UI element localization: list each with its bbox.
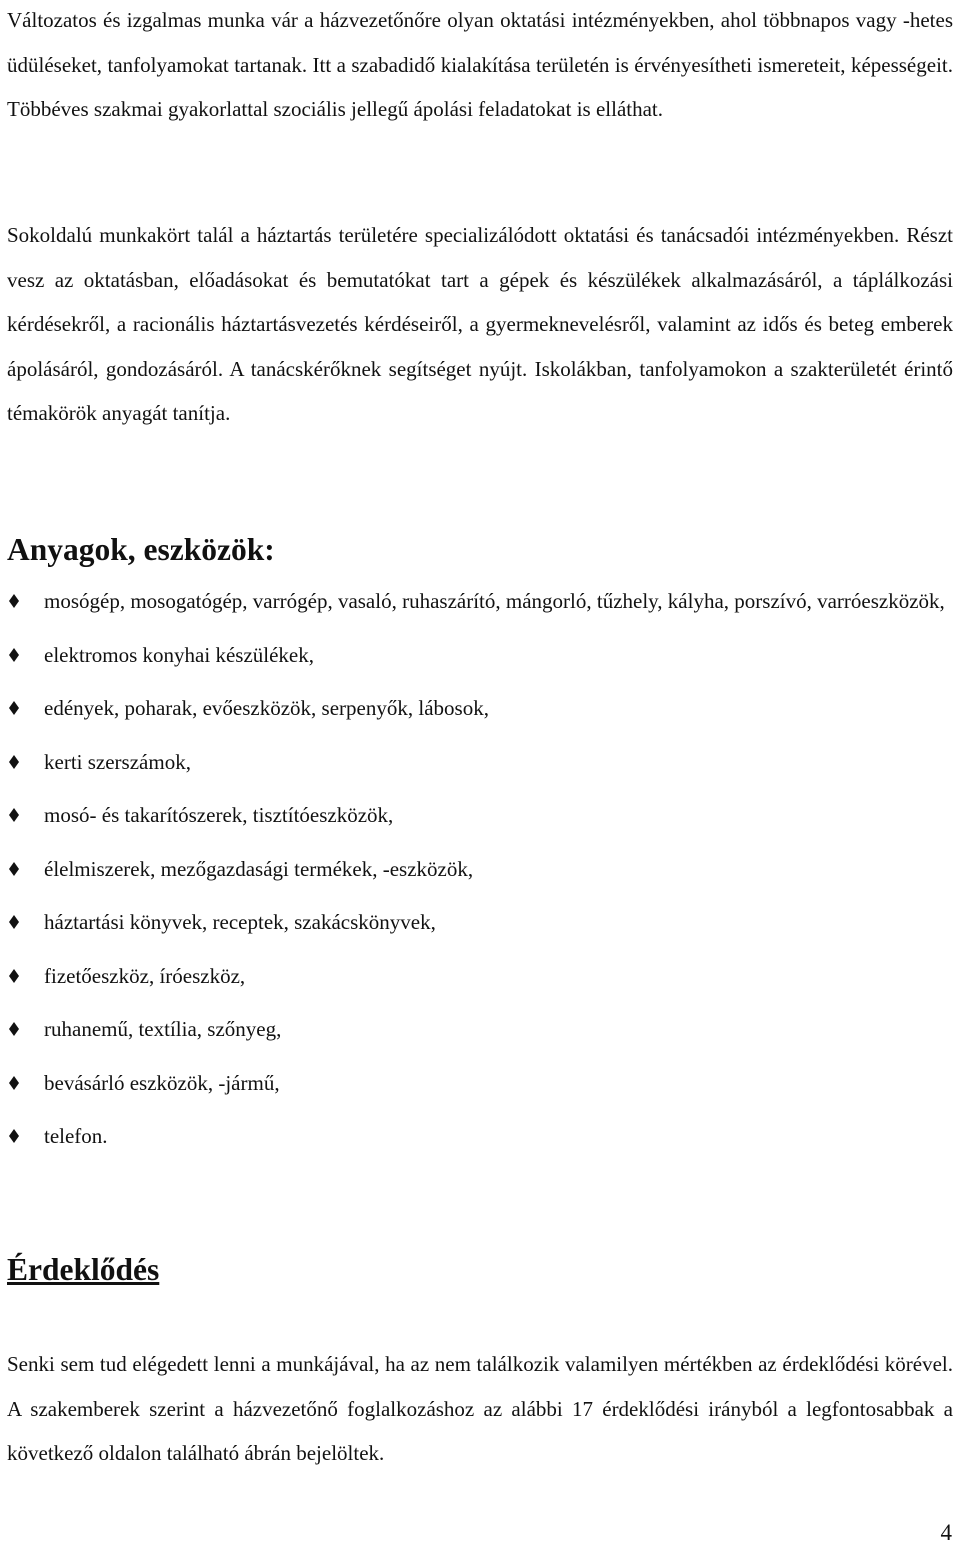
list-item [7, 578, 953, 624]
institutions-paragraph: Sokoldalú munkakört talál a háztartás területére specializálódott oktatási és tanácsadói intézményekben. Részt vesz az oktatásban, előadásokat és bemutatókat tart a gépek és készülékek alkalmazásáról, a táplálkozási kérdésekről, a racionális háztartásvezetés kérdéseiről, a gyermeknevelésről, valamint az idős és beteg emberek ápolásáról, gondozásáról. A tanácskérőknek segítséget nyújt. Iskolákban, tanfolyamokon a szakterületét érintő témakörök anyagát tanítja. [7, 223, 953, 425]
list-item-text: telefon. [44, 1124, 108, 1148]
intro-paragraph: Változatos és izgalmas munka vár a házvezetőnőre olyan oktatási intézményekben, ahol többnapos vagy -hetes üdüléseket, tanfolyamokat tartanak. Itt a szabadidő kialakítása területén is érvényesítheti ismereteit, képességeit. Többéves szakmai gyakorlattal szociális jellegű ápolási feladatokat is elláthat. [7, 8, 953, 121]
diamond-bullet-icon [9, 755, 19, 769]
diamond-bullet-icon [9, 648, 19, 662]
diamond-bullet-icon [9, 808, 19, 822]
list-item-text: háztartási könyvek, receptek, szakácskönyvek, [44, 910, 436, 934]
materials-list [7, 578, 953, 1167]
list-item [7, 1006, 953, 1052]
diamond-bullet-icon [9, 594, 19, 608]
list-item-text: ruhanemű, textília, szőnyeg, [44, 1017, 282, 1041]
list-item [7, 632, 953, 678]
list-item [7, 792, 953, 838]
diamond-bullet-icon [9, 915, 19, 929]
diamond-bullet-icon [9, 1076, 19, 1090]
interest-heading: Érdeklődés [7, 1252, 160, 1287]
diamond-bullet-icon [9, 1022, 19, 1036]
list-item [7, 739, 953, 785]
list-item-text: mosógép, mosogatógép, varrógép, vasaló, ruhaszárító, mángorló, tűzhely, kályha, porszívó, varróeszközök, [44, 589, 945, 613]
page-number: 4 [940, 1520, 952, 1545]
materials-heading: Anyagok, eszközök: [7, 532, 275, 567]
list-item-text: élelmiszerek, mezőgazdasági termékek, -eszközök, [44, 856, 474, 881]
list-item [7, 846, 953, 892]
list-item-text: kerti szerszámok, [44, 749, 191, 774]
list-item-text: mosó- és takarítószerek, tisztítóeszközök, [44, 803, 394, 827]
list-item-text: edények, poharak, evőeszközök, serpenyők, lábosok, [44, 696, 489, 720]
list-item [7, 1113, 953, 1159]
diamond-bullet-icon [9, 701, 19, 715]
diamond-bullet-icon [9, 1129, 19, 1143]
interest-paragraph: Senki sem tud elégedett lenni a munkájával, ha az nem találkozik valamilyen mértékben az érdeklődési körével. A szakemberek szerint a házvezetőnő foglalkozáshoz az alábbi 17 érdeklődési irányból a legfontosabbak a következő oldalon található ábrán bejelöltek. [7, 1352, 953, 1465]
list-item [7, 953, 953, 999]
list-item [7, 899, 953, 945]
list-item-text: bevásárló eszközök, -jármű, [44, 1070, 280, 1095]
list-item-text: fizetőeszköz, íróeszköz, [44, 963, 246, 988]
list-item [7, 1060, 953, 1106]
diamond-bullet-icon [9, 862, 19, 876]
list-item-text: elektromos konyhai készülékek, [44, 642, 315, 667]
list-item [7, 685, 953, 731]
diamond-bullet-icon [9, 969, 19, 983]
